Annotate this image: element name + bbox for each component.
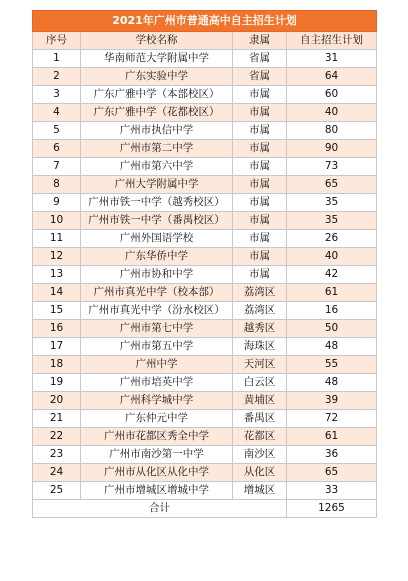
row-quota: 65 (287, 176, 377, 194)
row-quota: 35 (287, 194, 377, 212)
row-quota: 48 (287, 374, 377, 392)
row-index: 16 (33, 320, 81, 338)
row-index: 23 (33, 446, 81, 464)
table-row (33, 266, 377, 284)
row-affiliation: 市属 (233, 140, 287, 158)
header-quota: 自主招生计划 (287, 32, 377, 50)
table-row (33, 464, 377, 482)
row-index: 6 (33, 140, 81, 158)
table-row (33, 86, 377, 104)
row-affiliation: 增城区 (233, 482, 287, 500)
row-affiliation: 市属 (233, 176, 287, 194)
total-label: 合计 (33, 500, 287, 518)
table-row (33, 320, 377, 338)
row-quota: 39 (287, 392, 377, 410)
row-quota: 61 (287, 284, 377, 302)
table-row (33, 356, 377, 374)
row-index: 5 (33, 122, 81, 140)
row-quota: 65 (287, 464, 377, 482)
title-row (33, 11, 377, 32)
row-school: 广州外国语学校 (81, 230, 233, 248)
row-school: 广州市铁一中学（越秀校区） (81, 194, 233, 212)
row-index: 25 (33, 482, 81, 500)
header-index: 序号 (33, 32, 81, 50)
table-body (33, 50, 377, 500)
row-school: 华南师范大学附属中学 (81, 50, 233, 68)
row-affiliation: 荔湾区 (233, 302, 287, 320)
row-quota: 72 (287, 410, 377, 428)
row-index: 20 (33, 392, 81, 410)
row-affiliation: 海珠区 (233, 338, 287, 356)
table-row (33, 122, 377, 140)
total-row (33, 500, 377, 518)
row-school: 广州科学城中学 (81, 392, 233, 410)
row-index: 22 (33, 428, 81, 446)
row-quota: 60 (287, 86, 377, 104)
row-index: 13 (33, 266, 81, 284)
row-school: 广州大学附属中学 (81, 176, 233, 194)
row-quota: 80 (287, 122, 377, 140)
row-affiliation: 省属 (233, 50, 287, 68)
row-school: 广州市南沙第一中学 (81, 446, 233, 464)
row-quota: 55 (287, 356, 377, 374)
row-index: 15 (33, 302, 81, 320)
table-row (33, 374, 377, 392)
row-index: 2 (33, 68, 81, 86)
row-school: 广东华侨中学 (81, 248, 233, 266)
row-quota: 26 (287, 230, 377, 248)
row-affiliation: 省属 (233, 68, 287, 86)
row-school: 广州市真光中学（汾水校区） (81, 302, 233, 320)
row-affiliation: 市属 (233, 194, 287, 212)
row-affiliation: 从化区 (233, 464, 287, 482)
row-quota: 42 (287, 266, 377, 284)
table-row (33, 104, 377, 122)
row-school: 广州市第七中学 (81, 320, 233, 338)
row-quota: 33 (287, 482, 377, 500)
header-row (33, 32, 377, 50)
row-index: 9 (33, 194, 81, 212)
row-index: 7 (33, 158, 81, 176)
row-school: 广东仲元中学 (81, 410, 233, 428)
row-index: 19 (33, 374, 81, 392)
table-row (33, 140, 377, 158)
row-affiliation: 天河区 (233, 356, 287, 374)
table-row (33, 176, 377, 194)
row-quota: 31 (287, 50, 377, 68)
row-school: 广州市协和中学 (81, 266, 233, 284)
row-index: 21 (33, 410, 81, 428)
row-quota: 36 (287, 446, 377, 464)
row-school: 广东广雅中学（本部校区） (81, 86, 233, 104)
row-school: 广州中学 (81, 356, 233, 374)
row-quota: 61 (287, 428, 377, 446)
row-school: 广州市从化区从化中学 (81, 464, 233, 482)
row-affiliation: 黄埔区 (233, 392, 287, 410)
row-affiliation: 市属 (233, 248, 287, 266)
row-school: 广州市花都区秀全中学 (81, 428, 233, 446)
table-row (33, 68, 377, 86)
row-index: 8 (33, 176, 81, 194)
row-quota: 50 (287, 320, 377, 338)
row-school: 广州市第六中学 (81, 158, 233, 176)
header-affiliation: 隶属 (233, 32, 287, 50)
table-row (33, 158, 377, 176)
row-index: 12 (33, 248, 81, 266)
row-affiliation: 白云区 (233, 374, 287, 392)
table-row (33, 410, 377, 428)
row-school: 广东实验中学 (81, 68, 233, 86)
table-row (33, 428, 377, 446)
table-row (33, 194, 377, 212)
table-row (33, 392, 377, 410)
table-row (33, 284, 377, 302)
row-index: 1 (33, 50, 81, 68)
row-quota: 73 (287, 158, 377, 176)
table-row (33, 248, 377, 266)
table-row (33, 482, 377, 500)
row-school: 广州市真光中学（校本部） (81, 284, 233, 302)
row-affiliation: 花都区 (233, 428, 287, 446)
row-affiliation: 市属 (233, 230, 287, 248)
total-value: 1265 (287, 500, 377, 518)
row-school: 广州市铁一中学（番禺校区） (81, 212, 233, 230)
table-row (33, 338, 377, 356)
row-affiliation: 南沙区 (233, 446, 287, 464)
row-school: 广州市增城区增城中学 (81, 482, 233, 500)
table-row (33, 212, 377, 230)
row-index: 18 (33, 356, 81, 374)
row-index: 24 (33, 464, 81, 482)
row-index: 4 (33, 104, 81, 122)
row-quota: 35 (287, 212, 377, 230)
row-quota: 48 (287, 338, 377, 356)
row-affiliation: 市属 (233, 158, 287, 176)
row-affiliation: 市属 (233, 104, 287, 122)
table-row (33, 230, 377, 248)
row-index: 3 (33, 86, 81, 104)
row-index: 14 (33, 284, 81, 302)
table-title: 2021年广州市普通高中自主招生计划 (33, 11, 377, 32)
row-quota: 40 (287, 248, 377, 266)
table-row (33, 302, 377, 320)
row-quota: 16 (287, 302, 377, 320)
row-school: 广州市执信中学 (81, 122, 233, 140)
row-index: 10 (33, 212, 81, 230)
row-school: 广州市第二中学 (81, 140, 233, 158)
table-row (33, 446, 377, 464)
row-quota: 64 (287, 68, 377, 86)
table-row (33, 50, 377, 68)
row-index: 11 (33, 230, 81, 248)
header-school: 学校名称 (81, 32, 233, 50)
row-affiliation: 市属 (233, 86, 287, 104)
row-index: 17 (33, 338, 81, 356)
row-affiliation: 市属 (233, 266, 287, 284)
row-school: 广东广雅中学（花都校区） (81, 104, 233, 122)
row-affiliation: 市属 (233, 122, 287, 140)
admission-plan-table (32, 10, 377, 518)
row-quota: 40 (287, 104, 377, 122)
row-school: 广州市培英中学 (81, 374, 233, 392)
row-affiliation: 市属 (233, 212, 287, 230)
row-affiliation: 越秀区 (233, 320, 287, 338)
row-quota: 90 (287, 140, 377, 158)
row-school: 广州市第五中学 (81, 338, 233, 356)
row-affiliation: 番禺区 (233, 410, 287, 428)
row-affiliation: 荔湾区 (233, 284, 287, 302)
